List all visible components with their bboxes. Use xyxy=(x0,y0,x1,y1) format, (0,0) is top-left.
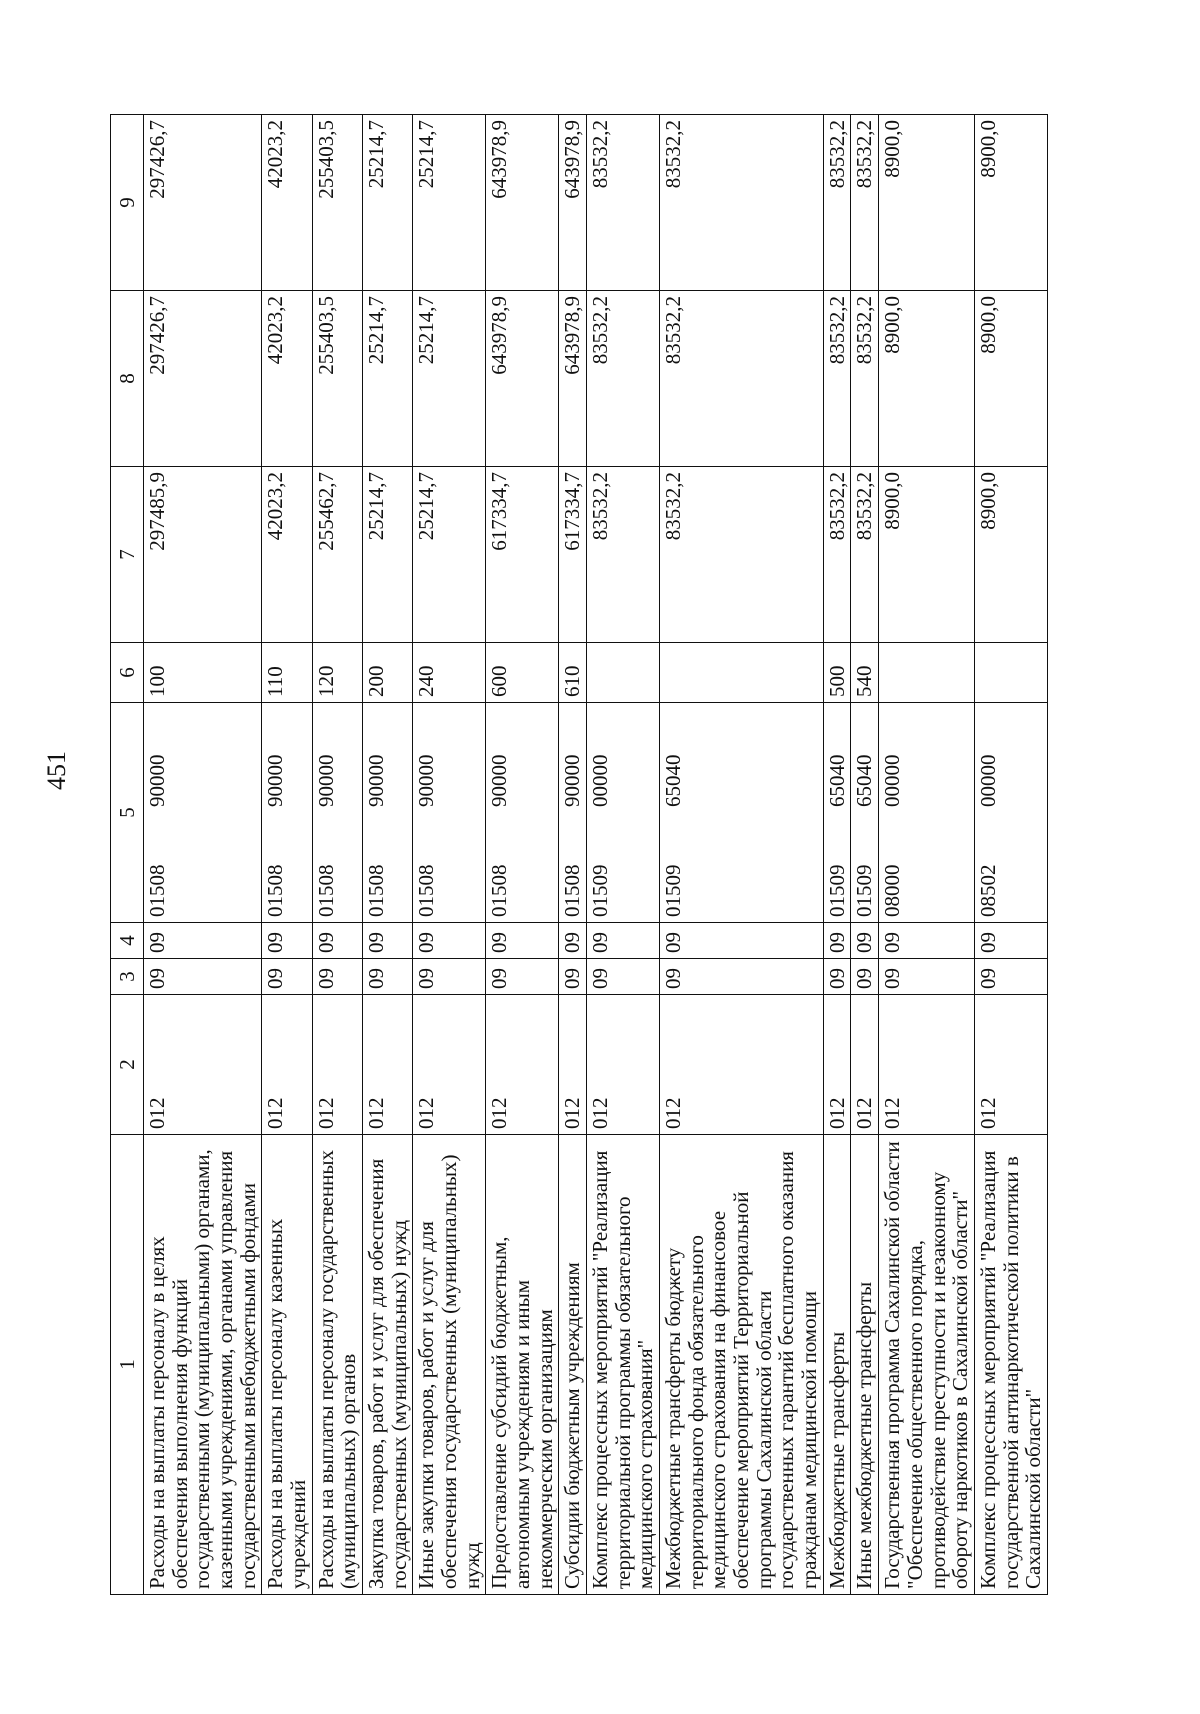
row-ministry-code: 012 xyxy=(363,995,413,1135)
row-target-code-direction: 90000 xyxy=(145,754,169,807)
row-target-code-program: 01508 xyxy=(414,864,439,917)
row-expense-type: 610 xyxy=(559,643,587,703)
row-expense-type: 120 xyxy=(312,643,362,703)
row-section-code: 09 xyxy=(879,959,975,995)
row-amount-col8: 83532,2 xyxy=(823,291,851,467)
row-expense-type xyxy=(587,643,660,703)
column-header-9: 9 xyxy=(111,115,144,291)
row-subsection-code: 09 xyxy=(413,923,486,959)
row-target-code-program: 01508 xyxy=(364,864,389,917)
column-header-6: 6 xyxy=(111,643,144,703)
column-header-3: 3 xyxy=(111,959,144,995)
table-row xyxy=(144,115,262,1595)
row-amount-col9: 643978,9 xyxy=(486,115,559,291)
row-amount-col9: 297426,7 xyxy=(144,115,262,291)
table-row xyxy=(879,115,975,1595)
row-amount-col7: 42023,2 xyxy=(262,467,312,643)
row-amount-col9: 255403,5 xyxy=(312,115,362,291)
row-amount-col8: 83532,2 xyxy=(660,291,824,467)
row-section-code: 09 xyxy=(660,959,824,995)
row-ministry-code: 012 xyxy=(974,995,1047,1135)
row-expense-type xyxy=(660,643,824,703)
row-target-code-direction: 00000 xyxy=(975,754,1000,807)
header-row xyxy=(111,115,144,1595)
row-expense-type: 540 xyxy=(851,643,879,703)
row-section-code: 09 xyxy=(823,959,851,995)
row-name: Иные закупки товаров, работ и услуг для обеспечения государственных (муниципальных) нужд xyxy=(413,1135,486,1595)
table-row xyxy=(851,115,879,1595)
row-subsection-code: 09 xyxy=(363,923,413,959)
row-name: Расходы на выплаты персоналу в целях обеспечения выполнения функций государственными (муниципальными) органами, казенными учреждениями, органами управления государственными внебюджетными фондами xyxy=(144,1135,262,1595)
column-header-2: 2 xyxy=(111,995,144,1135)
row-ministry-code: 012 xyxy=(823,995,851,1135)
page-number: 451 xyxy=(42,751,71,790)
row-amount-col9: 83532,2 xyxy=(587,115,660,291)
row-target-code xyxy=(312,703,362,923)
row-amount-col7: 617334,7 xyxy=(559,467,587,643)
row-target-code-direction: 90000 xyxy=(263,754,288,807)
row-target-code-program: 01509 xyxy=(588,864,613,917)
row-ministry-code: 012 xyxy=(587,995,660,1135)
row-target-code-direction: 90000 xyxy=(414,754,439,807)
row-target-code xyxy=(559,703,587,923)
row-amount-col8: 42023,2 xyxy=(262,291,312,467)
column-header-8: 8 xyxy=(111,291,144,467)
row-target-code xyxy=(974,703,1047,923)
row-target-code-program: 01508 xyxy=(145,864,169,917)
row-target-code-program: 08000 xyxy=(880,864,905,917)
row-amount-col7: 83532,2 xyxy=(587,467,660,643)
row-target-code-program: 01508 xyxy=(487,864,512,917)
row-target-code xyxy=(587,703,660,923)
row-amount-col8: 255403,5 xyxy=(312,291,362,467)
row-amount-col7: 83532,2 xyxy=(660,467,824,643)
row-target-code xyxy=(823,703,851,923)
row-section-code: 09 xyxy=(144,959,262,995)
row-amount-col7: 83532,2 xyxy=(823,467,851,643)
row-target-code-direction: 90000 xyxy=(560,754,585,807)
row-target-code-program: 01509 xyxy=(852,864,877,917)
row-amount-col8: 83532,2 xyxy=(587,291,660,467)
row-name: Предоставление субсидий бюджетным, автономным учреждениям и иным некоммерческим организациям xyxy=(486,1135,559,1595)
row-target-code-program: 01508 xyxy=(263,864,288,917)
table-row xyxy=(974,115,1047,1595)
row-target-code xyxy=(144,703,262,923)
row-subsection-code: 09 xyxy=(559,923,587,959)
table-row xyxy=(823,115,851,1595)
row-section-code: 09 xyxy=(974,959,1047,995)
row-target-code xyxy=(851,703,879,923)
row-ministry-code: 012 xyxy=(660,995,824,1135)
row-subsection-code: 09 xyxy=(660,923,824,959)
row-ministry-code: 012 xyxy=(486,995,559,1135)
column-header-7: 7 xyxy=(111,467,144,643)
row-target-code xyxy=(363,703,413,923)
row-amount-col8: 25214,7 xyxy=(413,291,486,467)
row-section-code: 09 xyxy=(312,959,362,995)
budget-table-wrapper xyxy=(110,115,1160,1595)
row-subsection-code: 09 xyxy=(974,923,1047,959)
row-ministry-code: 012 xyxy=(879,995,975,1135)
row-name: Субсидии бюджетным учреждениям xyxy=(559,1135,587,1595)
row-amount-col9: 42023,2 xyxy=(262,115,312,291)
row-name: Комплекс процессных мероприятий "Реализация государственной антинаркотической политики в Сахалинской области" xyxy=(974,1135,1047,1595)
row-amount-col7: 25214,7 xyxy=(363,467,413,643)
row-amount-col7: 8900,0 xyxy=(974,467,1047,643)
row-target-code xyxy=(879,703,975,923)
row-target-code xyxy=(413,703,486,923)
table-row xyxy=(413,115,486,1595)
row-name: Комплекс процессных мероприятий "Реализация территориальной программы обязательного медицинского страхования" xyxy=(587,1135,660,1595)
column-header-4: 4 xyxy=(111,923,144,959)
row-subsection-code: 09 xyxy=(262,923,312,959)
row-target-code xyxy=(486,703,559,923)
row-amount-col7: 25214,7 xyxy=(413,467,486,643)
row-amount-col8: 643978,9 xyxy=(486,291,559,467)
row-name: Иные межбюджетные трансферты xyxy=(851,1135,879,1595)
row-subsection-code: 09 xyxy=(879,923,975,959)
row-target-code-direction: 00000 xyxy=(588,754,613,807)
row-target-code-direction: 90000 xyxy=(313,754,338,807)
row-amount-col9: 8900,0 xyxy=(879,115,975,291)
row-name: Закупка товаров, работ и услуг для обеспечения государственных (муниципальных) нужд xyxy=(363,1135,413,1595)
row-target-code-direction: 65040 xyxy=(824,754,849,807)
table-row xyxy=(587,115,660,1595)
row-subsection-code: 09 xyxy=(312,923,362,959)
row-section-code: 09 xyxy=(413,959,486,995)
row-target-code-program: 01509 xyxy=(824,864,849,917)
row-ministry-code: 012 xyxy=(413,995,486,1135)
row-name: Государственная программа Сахалинской области "Обеспечение общественного порядка, противодействие преступности и незаконному обороту наркотиков в Сахалинской области" xyxy=(879,1135,975,1595)
table-row xyxy=(486,115,559,1595)
table-row xyxy=(262,115,312,1595)
row-amount-col7: 297485,9 xyxy=(144,467,262,643)
row-name: Межбюджетные трансферты бюджету территориального фонда обязательного медицинского страхования на финансовое обеспечение мероприятий Территориальной программы Сахалинской области государственных гарантий бесплатного оказания гражданам медицинской помощи xyxy=(660,1135,824,1595)
row-section-code: 09 xyxy=(587,959,660,995)
row-amount-col9: 25214,7 xyxy=(363,115,413,291)
row-amount-col9: 643978,9 xyxy=(559,115,587,291)
table-row xyxy=(363,115,413,1595)
row-subsection-code: 09 xyxy=(823,923,851,959)
table-row xyxy=(559,115,587,1595)
row-target-code-direction: 65040 xyxy=(852,754,877,807)
row-amount-col7: 617334,7 xyxy=(486,467,559,643)
row-section-code: 09 xyxy=(851,959,879,995)
row-ministry-code: 012 xyxy=(144,995,262,1135)
row-expense-type xyxy=(879,643,975,703)
row-amount-col7: 255462,7 xyxy=(312,467,362,643)
row-amount-col9: 25214,7 xyxy=(413,115,486,291)
row-expense-type: 500 xyxy=(823,643,851,703)
row-target-code xyxy=(660,703,824,923)
row-name: Расходы на выплаты персоналу казенных учреждений xyxy=(262,1135,312,1595)
row-ministry-code: 012 xyxy=(559,995,587,1135)
row-subsection-code: 09 xyxy=(486,923,559,959)
row-section-code: 09 xyxy=(486,959,559,995)
budget-table xyxy=(110,114,1048,1595)
row-target-code-program: 01509 xyxy=(661,864,686,917)
row-expense-type: 600 xyxy=(486,643,559,703)
row-target-code-program: 01508 xyxy=(560,864,585,917)
row-ministry-code: 012 xyxy=(851,995,879,1135)
row-amount-col9: 83532,2 xyxy=(851,115,879,291)
row-ministry-code: 012 xyxy=(312,995,362,1135)
row-amount-col7: 83532,2 xyxy=(851,467,879,643)
row-amount-col8: 25214,7 xyxy=(363,291,413,467)
row-target-code-direction: 90000 xyxy=(364,754,389,807)
row-section-code: 09 xyxy=(262,959,312,995)
row-amount-col9: 83532,2 xyxy=(660,115,824,291)
table-row xyxy=(312,115,362,1595)
row-section-code: 09 xyxy=(559,959,587,995)
row-expense-type xyxy=(974,643,1047,703)
row-name: Межбюджетные трансферты xyxy=(823,1135,851,1595)
row-target-code-direction: 90000 xyxy=(487,754,512,807)
row-expense-type: 100 xyxy=(144,643,262,703)
row-amount-col9: 8900,0 xyxy=(974,115,1047,291)
row-expense-type: 110 xyxy=(262,643,312,703)
column-header-5: 5 xyxy=(111,703,144,923)
row-target-code-program: 01508 xyxy=(313,864,338,917)
row-expense-type: 200 xyxy=(363,643,413,703)
row-ministry-code: 012 xyxy=(262,995,312,1135)
row-target-code-direction: 65040 xyxy=(661,754,686,807)
table-row xyxy=(660,115,824,1595)
row-target-code-direction: 00000 xyxy=(880,754,905,807)
row-subsection-code: 09 xyxy=(587,923,660,959)
row-amount-col8: 297426,7 xyxy=(144,291,262,467)
row-section-code: 09 xyxy=(363,959,413,995)
row-subsection-code: 09 xyxy=(851,923,879,959)
row-amount-col8: 8900,0 xyxy=(879,291,975,467)
row-name: Расходы на выплаты персоналу государственных (муниципальных) органов xyxy=(312,1135,362,1595)
row-amount-col8: 643978,9 xyxy=(559,291,587,467)
row-amount-col8: 83532,2 xyxy=(851,291,879,467)
row-expense-type: 240 xyxy=(413,643,486,703)
row-target-code xyxy=(262,703,312,923)
row-subsection-code: 09 xyxy=(144,923,262,959)
table-body xyxy=(144,115,1048,1595)
row-target-code-program: 08502 xyxy=(975,864,1000,917)
column-header-1: 1 xyxy=(111,1135,144,1595)
row-amount-col9: 83532,2 xyxy=(823,115,851,291)
row-amount-col8: 8900,0 xyxy=(974,291,1047,467)
row-amount-col7: 8900,0 xyxy=(879,467,975,643)
